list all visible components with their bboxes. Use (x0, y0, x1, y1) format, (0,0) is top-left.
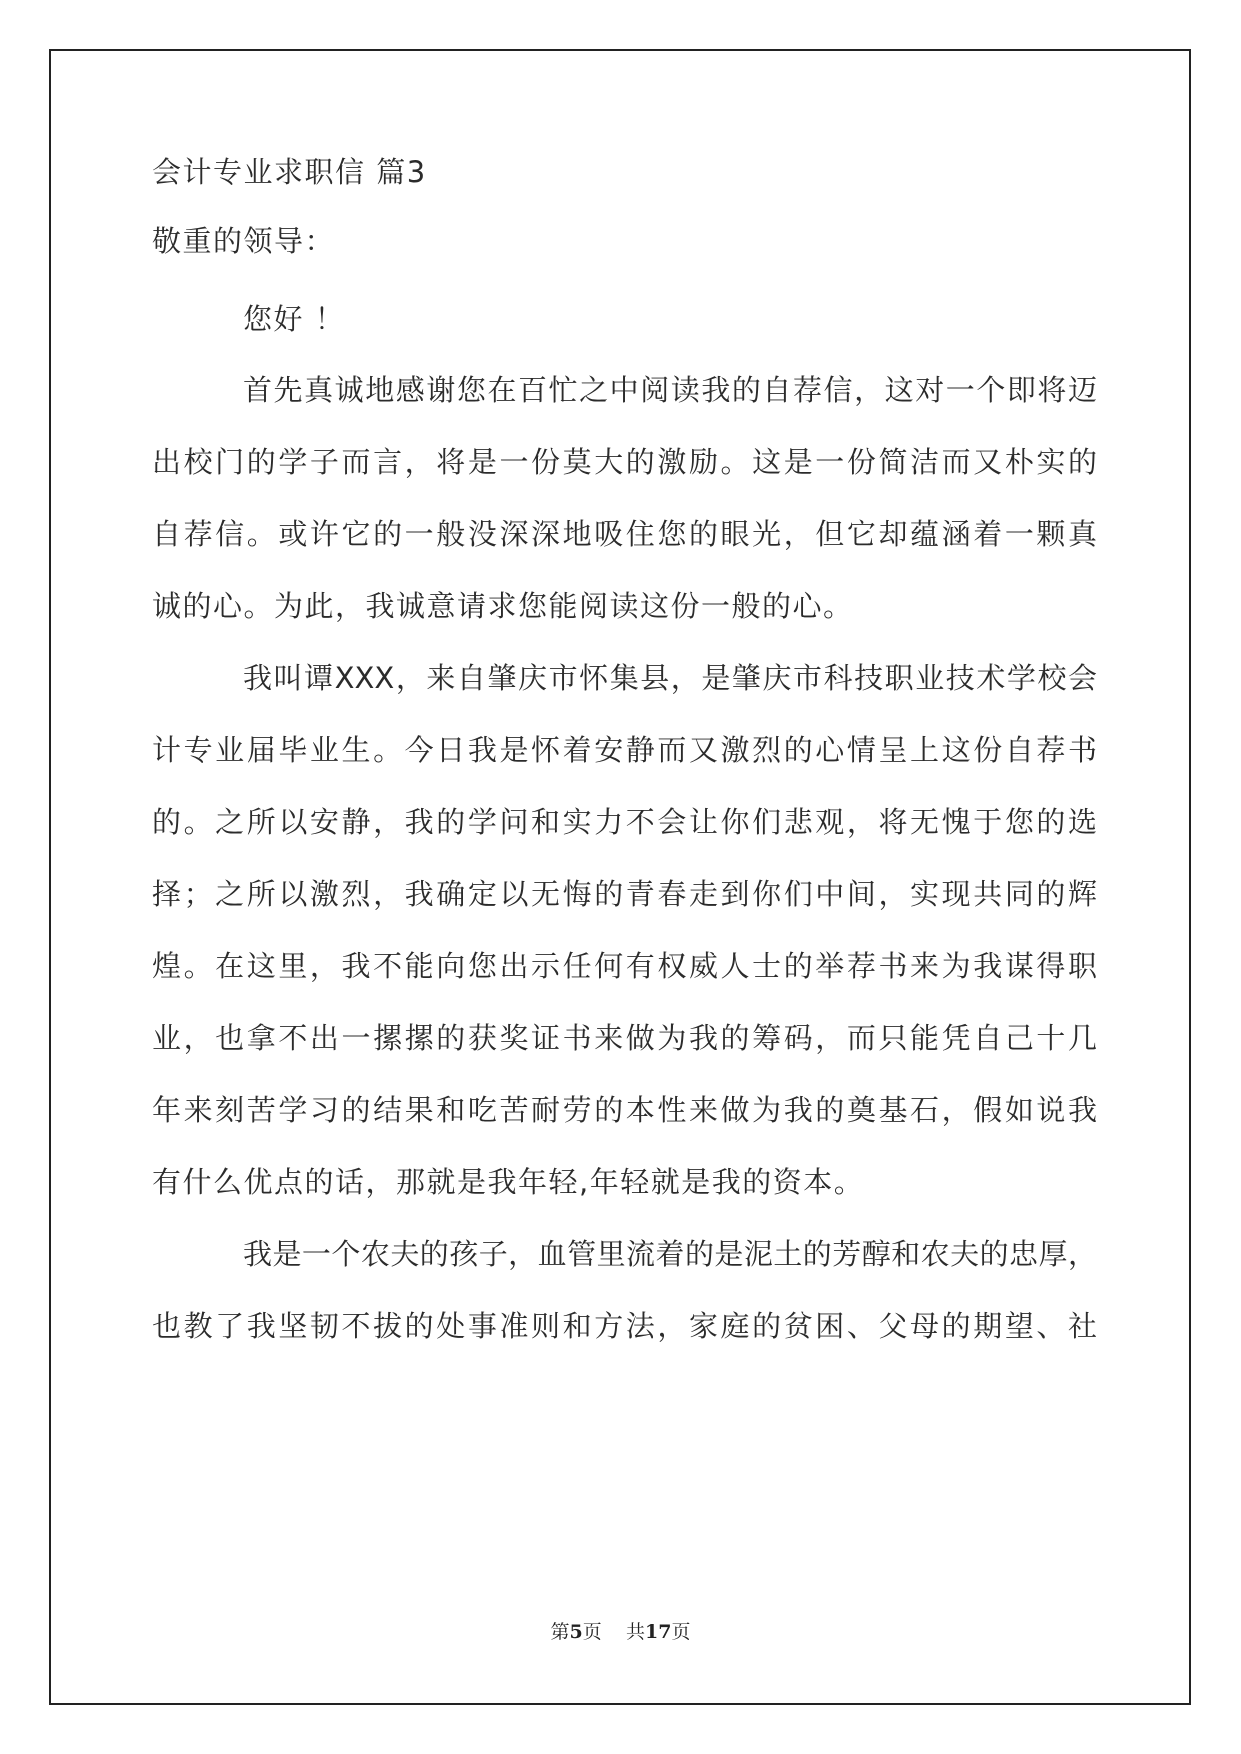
footer-total-prefix: 共 (625, 1621, 645, 1643)
footer-total-suffix: 页 (671, 1621, 691, 1643)
paragraph-line: 计专业届毕业生。今日我是怀着安静而又激烈的心情呈上这份自荐书 (152, 733, 1097, 767)
paragraph-line: 出校门的学子而言，将是一份莫大的激励。这是一份简洁而又朴实的 (152, 445, 1097, 479)
paragraph-line: 年来刻苦学习的结果和吃苦耐劳的本性来做为我的奠基石，假如说我 (152, 1093, 1097, 1127)
paragraph-line: 自荐信。或许它的一般没深深地吸住您的眼光，但它却蕴涵着一颗真 (152, 517, 1097, 551)
paragraph-line: 择；之所以激烈，我确定以无悔的青春走到你们中间，实现共同的辉 (152, 877, 1097, 911)
paragraph-line: 业，也拿不出一摞摞的获奖证书来做为我的筹码，而只能凭自己十几 (152, 1021, 1097, 1055)
paragraph-line: 我叫谭XXX，来自肇庆市怀集县，是肇庆市科技职业技术学校会 (243, 661, 1097, 695)
paragraph-line: 也教了我坚韧不拔的处事准则和方法，家庭的贫困、父母的期望、社 (152, 1309, 1097, 1343)
paragraph-line: 有什么优点的话，那就是我年轻,年轻就是我的资本。 (152, 1165, 865, 1199)
paragraph-line: 诚的心。为此，我诚意请求您能阅读这份一般的心。 (152, 589, 854, 623)
footer-page-number: 5 (569, 1621, 583, 1643)
paragraph-line: 煌。在这里，我不能向您出示任何有权威人士的举荐书来为我谋得职 (152, 949, 1097, 983)
footer-total-pages: 17 (644, 1621, 672, 1643)
footer-prefix: 第 (550, 1621, 570, 1643)
paragraph-line: 首先真诚地感谢您在百忙之中阅读我的自荐信，这对一个即将迈 (243, 373, 1097, 407)
greeting: 您好 ！ (243, 302, 346, 336)
paragraph-line: 我是一个农夫的孩子，血管里流着的是泥土的芳醇和农夫的忠厚， (243, 1237, 1097, 1271)
paragraph-line: 的。之所以安静，我的学问和实力不会让你们悲观，将无愧于您的选 (152, 805, 1097, 839)
document-title: 会计专业求职信 篇3 (152, 155, 427, 189)
footer-page-suffix: 页 (582, 1621, 602, 1643)
page-footer (0, 1620, 1241, 1644)
salutation: 敬重的领导： (152, 224, 336, 258)
